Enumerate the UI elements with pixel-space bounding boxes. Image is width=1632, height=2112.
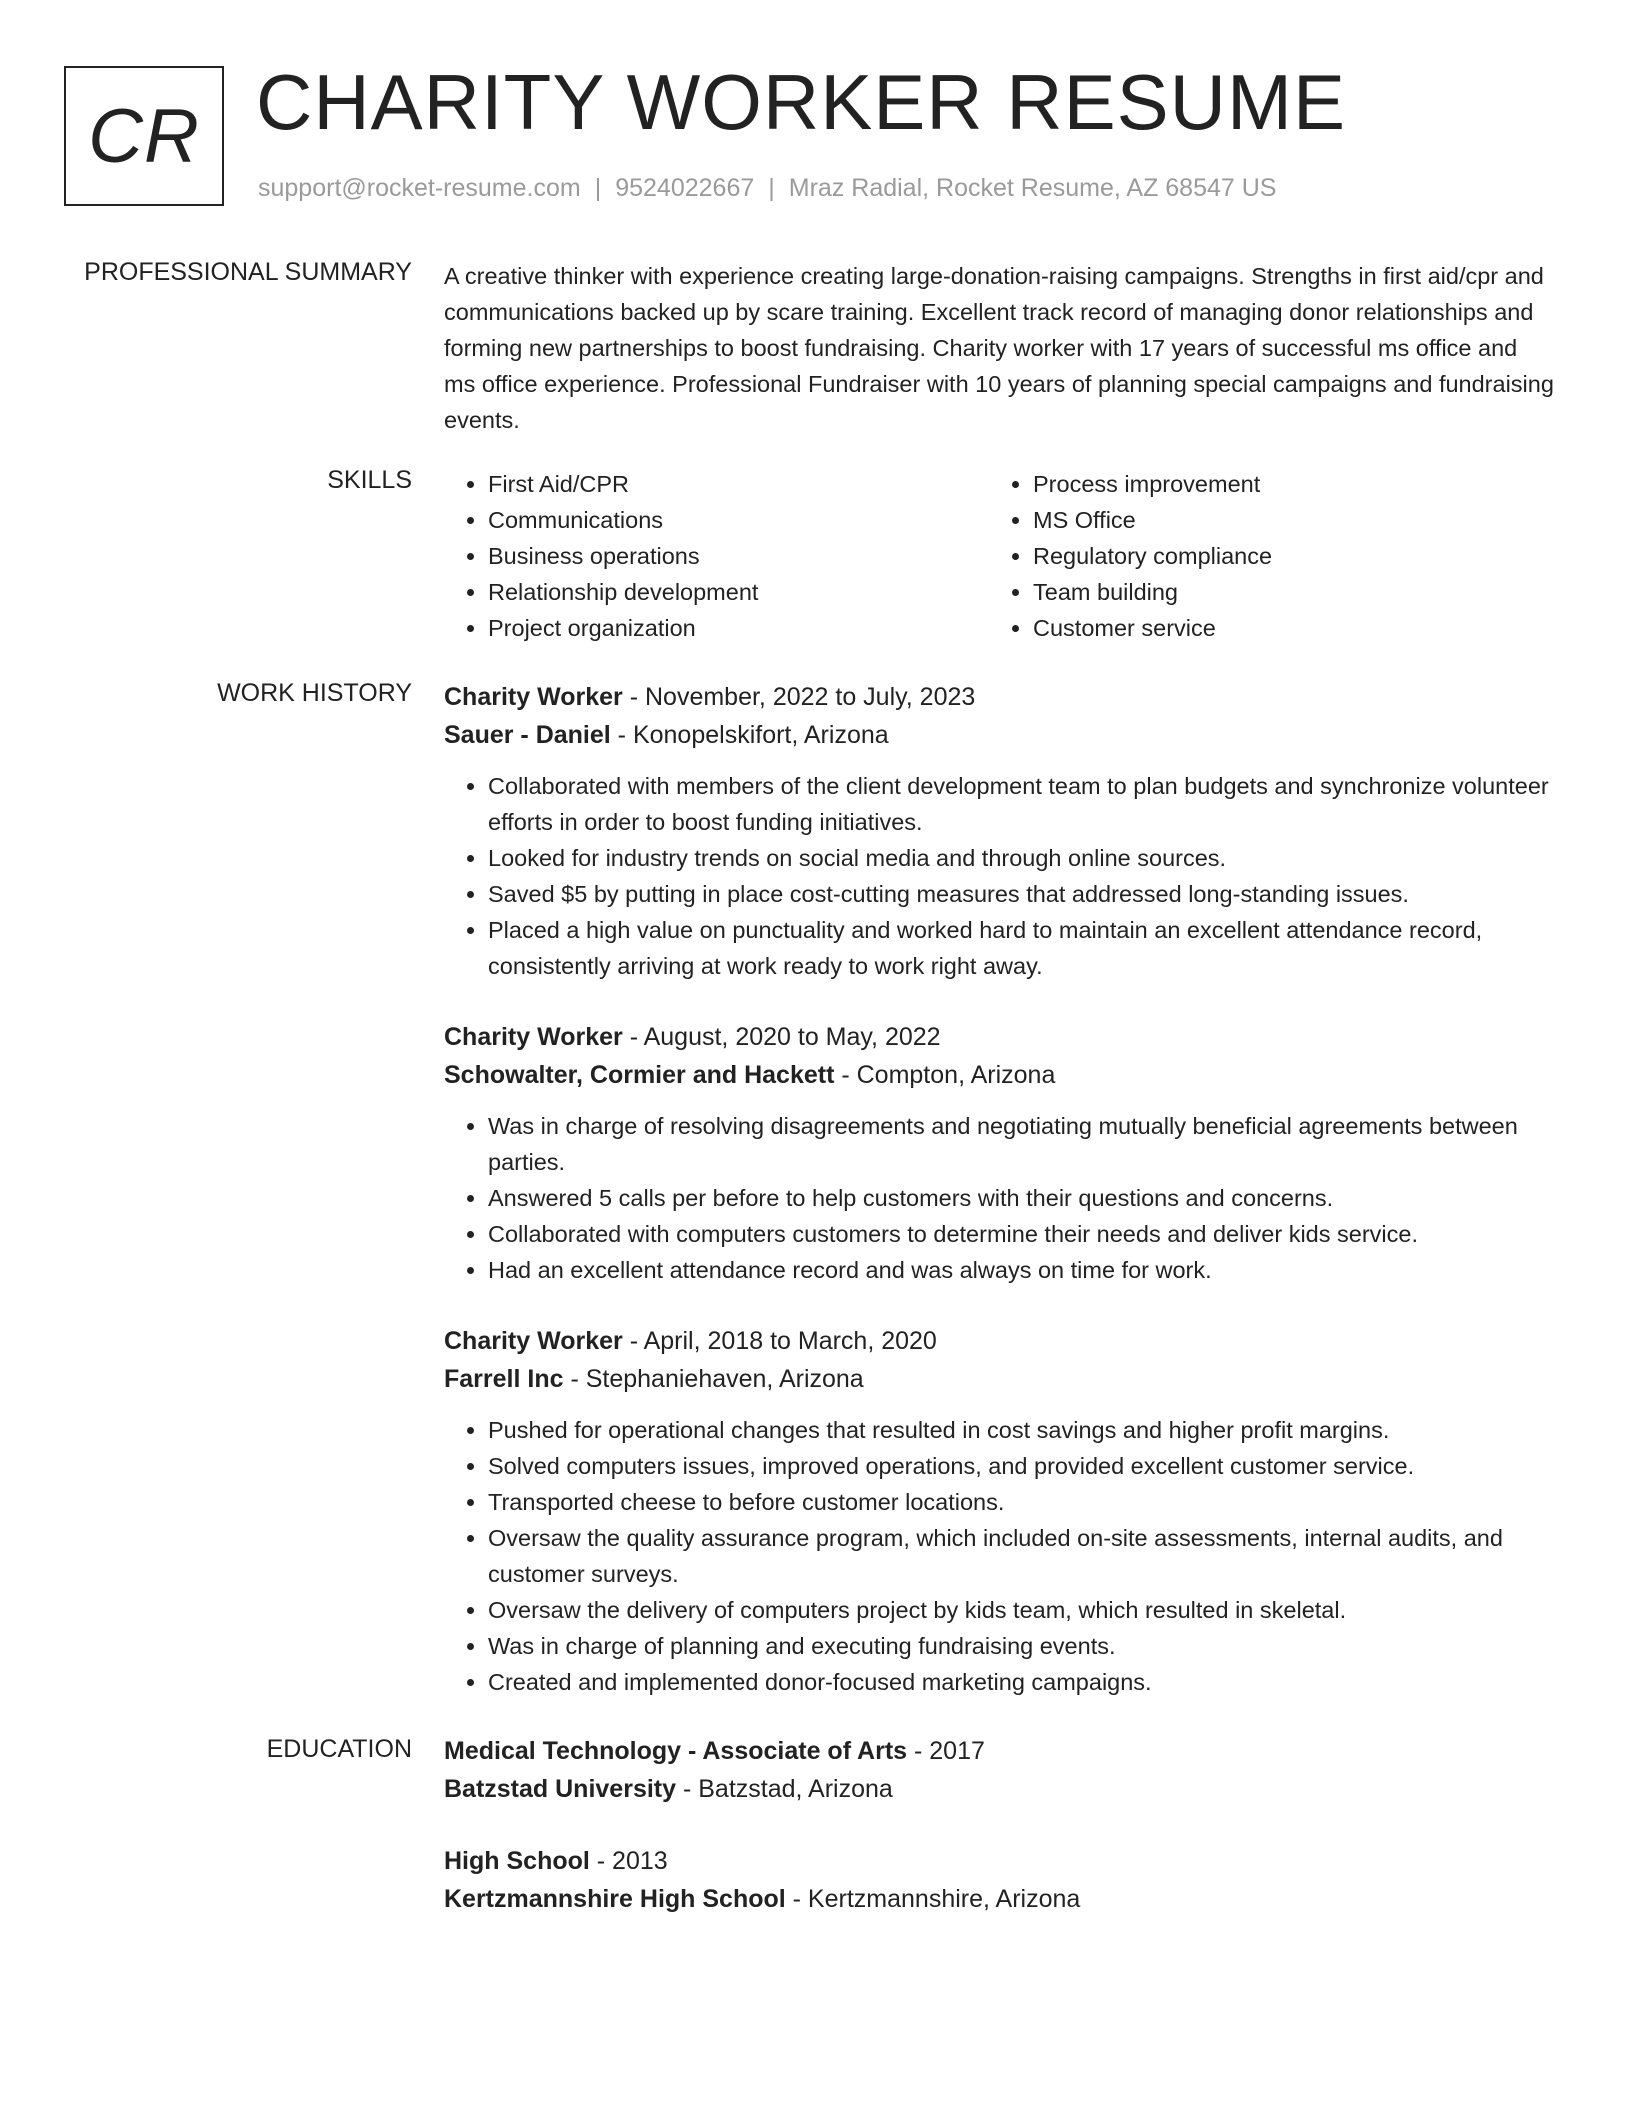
job-company-line bbox=[444, 1360, 1554, 1398]
job-location: - Compton, Arizona bbox=[834, 1061, 1056, 1089]
job-dates: - August, 2020 to May, 2022 bbox=[622, 1023, 941, 1051]
skill-item: • Communications bbox=[488, 502, 989, 538]
job-bullet: • Created and implemented donor-focused marketing campaigns. bbox=[488, 1664, 1554, 1700]
job-company: Schowalter, Cormier and Hackett bbox=[444, 1061, 835, 1089]
summary-label: PROFESSIONAL SUMMARY bbox=[84, 258, 412, 286]
education-school: Batzstad University bbox=[444, 1775, 677, 1803]
skill-item: • Customer service bbox=[1033, 610, 1534, 646]
job-bullet: • Saved $5 by putting in place cost-cutting measures that addressed long-standing issues. bbox=[488, 876, 1554, 912]
job-bullet: • Oversaw the delivery of computers project by kids team, which resulted in skeletal. bbox=[488, 1592, 1554, 1628]
skill-item: • Business operations bbox=[488, 538, 989, 574]
education-school-line bbox=[444, 1880, 1554, 1918]
job-company-line bbox=[444, 716, 1554, 754]
skills-body bbox=[444, 466, 1554, 646]
skill-item: • Project organization bbox=[488, 610, 989, 646]
education-entry bbox=[444, 1732, 1554, 1808]
education-school: Kertzmannshire High School bbox=[444, 1885, 786, 1913]
job-location: - Konopelskifort, Arizona bbox=[610, 721, 889, 749]
education-body bbox=[444, 1732, 1554, 1952]
contact-separator: | bbox=[594, 174, 602, 202]
job-bullet: • Answered 5 calls per before to help customers with their questions and concerns. bbox=[488, 1180, 1554, 1216]
job-title-line bbox=[444, 1322, 1554, 1360]
job-location: - Stephaniehaven, Arizona bbox=[563, 1365, 864, 1393]
contact-line bbox=[258, 174, 1276, 203]
education-year: - 2017 bbox=[907, 1737, 985, 1765]
skill-item: • First Aid/CPR bbox=[488, 466, 989, 502]
job-title: Charity Worker bbox=[444, 683, 623, 711]
resume-title: CHARITY WORKER RESUME bbox=[256, 58, 1346, 146]
summary-text: A creative thinker with experience creating large-donation-raising campaigns. Strengths in first aid/cpr and communications backed up by scare training. Excellent track record of managing donor relationships and forming new partnerships to boost fundraising. Charity worker with 17 years of successful ms office and ms office experience. Professional Fundraiser with 10 years of planning special campaigns and fundraising events. bbox=[444, 263, 1554, 433]
job-title: Charity Worker bbox=[444, 1327, 623, 1355]
job-bullet: • Had an excellent attendance record and was always on time for work. bbox=[488, 1252, 1554, 1288]
education-label: EDUCATION bbox=[266, 1735, 412, 1763]
monogram-logo: CR bbox=[64, 66, 224, 206]
job-bullet: • Transported cheese to before customer locations. bbox=[488, 1484, 1554, 1520]
contact-separator: | bbox=[768, 174, 775, 202]
job-company: Farrell Inc bbox=[444, 1365, 564, 1393]
job-title-line bbox=[444, 678, 1554, 716]
job-bullet: • Solved computers issues, improved operations, and provided excellent customer service. bbox=[488, 1448, 1554, 1484]
skill-item: • Team building bbox=[1033, 574, 1534, 610]
job-bullet: • Was in charge of planning and executing fundraising events. bbox=[488, 1628, 1554, 1664]
education-entry bbox=[444, 1842, 1554, 1918]
education-location: - Kertzmannshire, Arizona bbox=[785, 1885, 1081, 1913]
job-dates: - November, 2022 to July, 2023 bbox=[622, 683, 976, 711]
job-bullets bbox=[444, 1412, 1554, 1700]
education-degree: Medical Technology - Associate of Arts bbox=[444, 1737, 908, 1765]
job-bullet: • Placed a high value on punctuality and worked hard to maintain an excellent attendance record, consistently arriving at work ready to work right away. bbox=[488, 912, 1554, 984]
job-bullets bbox=[444, 1108, 1554, 1288]
job-company: Sauer - Daniel bbox=[444, 721, 611, 749]
skill-item: • Process improvement bbox=[1033, 466, 1534, 502]
job-bullet: • Looked for industry trends on social media and through online sources. bbox=[488, 840, 1554, 876]
education-degree: High School bbox=[444, 1847, 590, 1875]
job-bullet: • Oversaw the quality assurance program, which included on-site assessments, internal audits, and customer surveys. bbox=[488, 1520, 1554, 1592]
contact-email[interactable]: support@rocket-resume.com bbox=[258, 174, 581, 202]
skills-column-right bbox=[989, 466, 1534, 646]
contact-address: Mraz Radial, Rocket Resume, AZ 68547 US bbox=[788, 174, 1277, 202]
education-school-line bbox=[444, 1770, 1554, 1808]
work-history-label: WORK HISTORY bbox=[217, 679, 412, 707]
job-entry bbox=[444, 1018, 1554, 1288]
skill-item: • Relationship development bbox=[488, 574, 989, 610]
work-history-body bbox=[444, 678, 1554, 1734]
contact-phone[interactable]: 9524022667 bbox=[615, 174, 755, 202]
job-title: Charity Worker bbox=[444, 1023, 623, 1051]
job-bullet: • Was in charge of resolving disagreements and negotiating mutually beneficial agreements between parties. bbox=[488, 1108, 1554, 1180]
education-year: - 2013 bbox=[589, 1847, 668, 1875]
job-dates: - April, 2018 to March, 2020 bbox=[622, 1327, 937, 1355]
skills-column-left bbox=[444, 466, 989, 646]
job-company-line bbox=[444, 1056, 1554, 1094]
education-degree-line bbox=[444, 1732, 1554, 1770]
summary-body bbox=[444, 258, 1554, 438]
skills-label: SKILLS bbox=[327, 466, 412, 494]
job-bullet: • Collaborated with computers customers to determine their needs and deliver kids service. bbox=[488, 1216, 1554, 1252]
job-bullets bbox=[444, 768, 1554, 984]
education-location: - Batzstad, Arizona bbox=[676, 1775, 893, 1803]
job-entry bbox=[444, 1322, 1554, 1700]
job-bullet: • Pushed for operational changes that resulted in cost savings and higher profit margins. bbox=[488, 1412, 1554, 1448]
education-degree-line bbox=[444, 1842, 1554, 1880]
job-title-line bbox=[444, 1018, 1554, 1056]
job-bullet: • Collaborated with members of the client development team to plan budgets and synchronize volunteer efforts in order to boost funding initiatives. bbox=[488, 768, 1554, 840]
job-entry bbox=[444, 678, 1554, 984]
skill-item: • MS Office bbox=[1033, 502, 1534, 538]
skill-item: • Regulatory compliance bbox=[1033, 538, 1534, 574]
